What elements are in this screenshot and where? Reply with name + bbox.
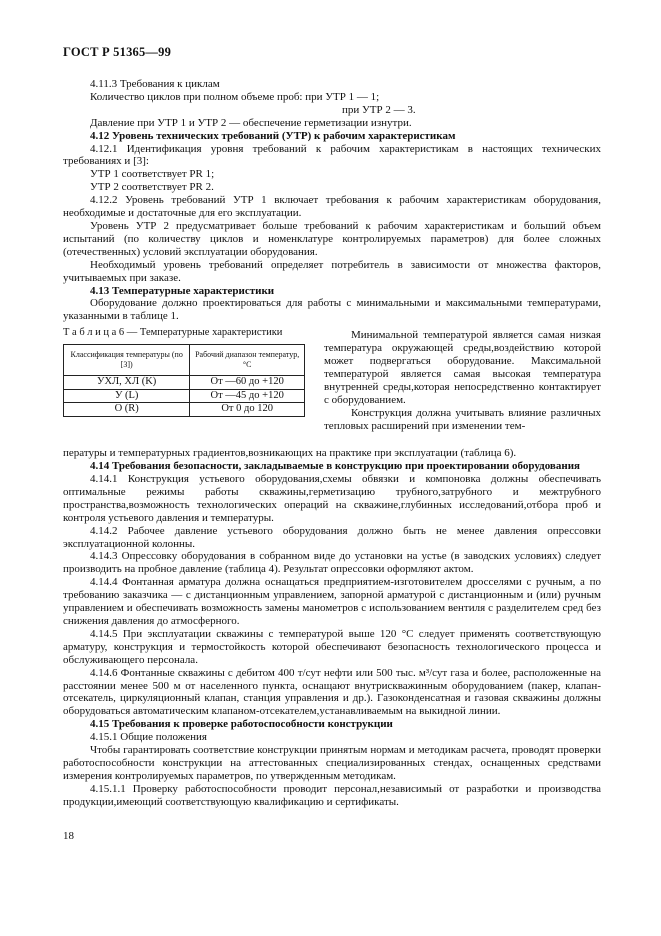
table-row (64, 403, 305, 417)
clause-4-12-1: 4.12.1 Идентификация уровня требований к рабочим характеристикам в настоящих технических требованиях и [3]: (63, 142, 601, 168)
table-cell-class: О (R) (64, 403, 190, 417)
utr1-line: УТР 1 соответствует PR 1; (90, 168, 215, 181)
guarantee-paragraph: Чтобы гарантировать соответствие конструкции принятым нормам и методикам расчета, проводят проверки работоспособности конструкции на аттестованных специализированных стендах, оснащенных средствами измерения контролируемых параметров, по утвержденным методикам. (63, 744, 601, 782)
clause-4-11-3: 4.11.3 Требования к циклам (90, 78, 220, 90)
table-header-range: Рабочий диапазон температур, °С (190, 345, 305, 376)
heading-4-13: 4.13 Температурные характеристики (90, 284, 275, 297)
pressure-line: Давление при УТР 1 и УТР 2 — обеспечение герметизации изнутри. (90, 116, 412, 129)
table-cell-range: От —45 до +120 (190, 389, 305, 403)
design-expansion-paragraph-start: Конструкция должна учитывать влияние различных тепловых расширений при изменении тем- (324, 406, 601, 432)
temperature-table (63, 344, 305, 417)
cycles-line-2: при УТР 2 — 3. (342, 103, 416, 116)
heading-4-14: 4.14 Требования безопасности, закладываемые в конструкцию при проектировании оборудования (90, 460, 580, 473)
table-cell-class: У (L) (64, 389, 190, 403)
table-row (64, 376, 305, 390)
table-cell-range: От —60 до +120 (190, 376, 305, 390)
clause-4-12-2: 4.12.2 Уровень требований УТР 1 включает требования к рабочим характеристикам оборудования, необходимые и достаточные для его эксплуатации. (63, 194, 601, 220)
utr2-line: УТР 2 соответствует PR 2. (90, 181, 214, 194)
clause-4-14-2: 4.14.2 Рабочее давление устьевого оборудования должно быть не менее давления опрессовки эксплуатационной колонны. (63, 524, 601, 550)
table-caption: Т а б л и ц а 6 — Температурные характеристики (63, 327, 283, 339)
heading-4-12: 4.12 Уровень технических требований (УТР) к рабочим характеристикам (90, 129, 456, 142)
page-number: 18 (63, 830, 74, 842)
document-body (63, 78, 601, 809)
heading-4-15: 4.15 Требования к проверке работоспособности конструкции (90, 718, 393, 731)
clause-4-14-6: 4.14.6 Фонтанные скважины с дебитом 400 т/сут нефти или 500 тыс. м³/сут газа и более, расположенные на расстоянии менее 500 м от населенного пункта, оснащают внутрискважинным оборудованием (пакер, клапан-отсекатель, циркуляционный клапан, станция управления и др.). Газоконденсатная и газовая скважины должны оборудоваться автоматическим клапаном-отсекателем,устанавливаемым на выкидной линии. (63, 666, 601, 718)
cycles-line: Количество циклов при полном объеме проб: при УТР 1 — 1; (90, 90, 380, 103)
clause-4-14-3: 4.14.3 Опрессовку оборудования в собранном виде до установки на устье (в заводских условиях) следует производить на пробное давление (таблица 4). Результат опрессовки оформляют актом. (63, 550, 601, 576)
table-and-text-block (63, 327, 601, 447)
utr2-more-paragraph: Уровень УТР 2 предусматривает больше требований к рабочим характеристикам и больший объем испытаний (по количеству циклов и номенклатуре контролируемых параметров) для более сложных (отечественных) условий эксплуатации оборудования. (63, 219, 601, 258)
necessary-level-paragraph: Необходимый уровень требований определяет потребитель в зависимости от множества факторов, учитываемых при заказе. (63, 258, 601, 284)
table-header-row (64, 345, 305, 376)
standard-header: ГОСТ Р 51365—99 (63, 45, 172, 59)
temperature-table-column (63, 327, 305, 416)
design-expansion-paragraph-end: пературы и температурных градиентов,возникающих на практике при эксплуатации (таблица 6). (63, 447, 517, 460)
table-cell-class: УХЛ, ХЛ (K) (64, 376, 190, 390)
clause-4-15-1-1: 4.15.1.1 Проверку работоспособности проводит персонал,независимый от разработки и производства продукции,имеющий соответствующую квалификацию и сертификаты. (63, 782, 601, 808)
clause-4-14-5: 4.14.5 При эксплуатации скважины с температурой выше 120 °С следует применять соответствующую арматуру, конструкция и термостойкость которой обеспечивают безопасность технологического процесса и обслуживающего персонала. (63, 627, 601, 666)
clause-4-13: Оборудование должно проектироваться для работы с минимальными и максимальными температурами, указанными в таблице 1. (63, 297, 601, 323)
min-max-temperature-paragraph: Минимальной температурой является самая низкая температура окружающей среды,воздействию которой может подвергаться оборудование. Максимальной температурой является самая высокая температура внутренней среды,которая непосредственно контактирует с оборудованием. (324, 329, 601, 406)
clause-4-14-1: 4.14.1 Конструкция устьевого оборудования,схемы обвязки и компоновка должны обеспечивать оптимальные режимы работы скважины,герметизацию трубного,затрубного и межтрубного пространства,возможность технологических операций на скважине,глубинных исследований,отбора проб и контроля устьевого давления и температуры. (63, 473, 601, 524)
clause-4-14-4: 4.14.4 Фонтанная арматура должна оснащаться предприятием-изготовителем дросселями с ручным, а по требованию заказчика — с дистанционным управлением, запорной арматурой с дистанционным и (или) ручным управлением и обеспечивать возможность замены манометров с использованием вентиля с разделителем сред без снижения давления до атмосферного. (63, 576, 601, 627)
table-header-class: Классификация температуры (по [3]) (64, 345, 190, 376)
table-cell-range: От 0 до 120 (190, 403, 305, 417)
clause-4-15-1: 4.15.1 Общие положения (90, 731, 207, 744)
temperature-text-column (324, 329, 601, 432)
table-row (64, 389, 305, 403)
